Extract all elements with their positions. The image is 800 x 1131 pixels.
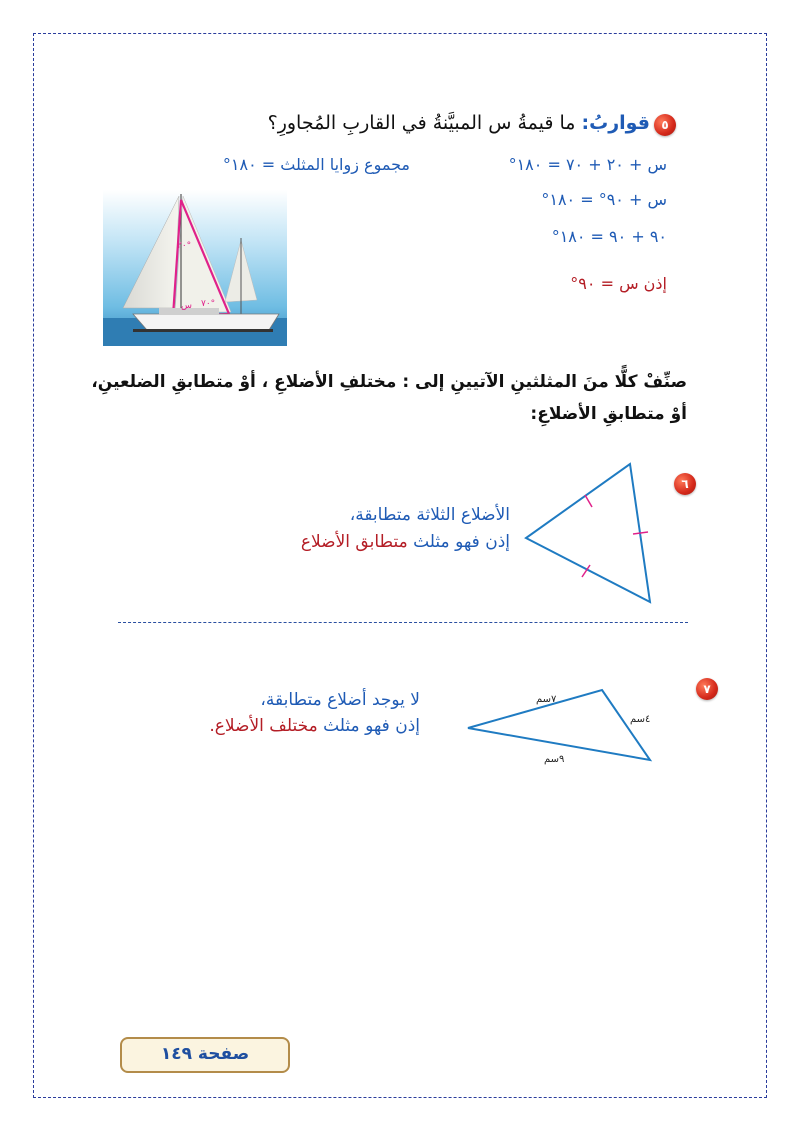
- problem-6-line-1: الأضلاع الثلاثة متطابقة،: [349, 505, 510, 525]
- problem-7-line-1: لا يوجد أضلاع متطابقة،: [260, 690, 420, 710]
- side-b-label: ٤سم: [630, 714, 651, 725]
- side-c-label: ٩سم: [544, 754, 565, 765]
- problem-5-badge: ٥: [654, 114, 676, 136]
- problem-7-badge: ٧: [696, 678, 718, 700]
- problem-6-classification: متطابق الأضلاع: [300, 532, 408, 552]
- angle-70-label: ٧٠°: [201, 299, 216, 309]
- problem-7-line-2: [209, 716, 420, 736]
- equation-line-2: س + ٩٠° = ١٨٠°: [541, 190, 667, 209]
- angle-sum-note: مجموع زوايا المثلث = ١٨٠°: [222, 155, 410, 174]
- angle-x-label: س: [181, 301, 192, 311]
- problem-6-prefix: إذن فهو مثلث: [407, 532, 510, 552]
- problem-6-badge: ٦: [674, 473, 696, 495]
- problem-5-question: [268, 112, 650, 134]
- conclusion-x: إذن س = ٩٠°: [570, 274, 667, 293]
- angle-20-label: ٢٠°: [177, 241, 192, 251]
- scalene-triangle: [462, 676, 662, 776]
- problem-7-prefix: إذن فهو مثلث: [317, 716, 420, 736]
- equilateral-triangle: [520, 460, 660, 610]
- page-number: صفحة ١٤٩: [160, 1044, 250, 1064]
- instruction-line-2: أوْ متطابقِ الأضلاعِ:: [530, 404, 687, 424]
- instruction-line-1: صنِّفْ كلًّا منَ المثلثينِ الآتيينِ إلى : مختلفِ الأضلاعِ ، أوْ متطابقِ الضلعينِ،: [91, 372, 687, 392]
- problem-5-title: قواربُ:: [581, 112, 650, 134]
- equation-line-1: س + ٢٠ + ٧٠ = ١٨٠°: [508, 155, 667, 174]
- equation-line-3: ٩٠ + ٩٠ = ١٨٠°: [551, 227, 667, 246]
- section-divider: [118, 622, 688, 623]
- problem-7-classification: مختلف الأضلاع.: [209, 716, 318, 736]
- side-a-label: ٧سم: [536, 694, 557, 705]
- problem-6-line-2: [301, 532, 510, 552]
- sailboat-image: [103, 190, 287, 346]
- problem-5-question-text: ما قيمةُ س المبيَّنةُ في القاربِ المُجاورِ؟: [267, 112, 576, 134]
